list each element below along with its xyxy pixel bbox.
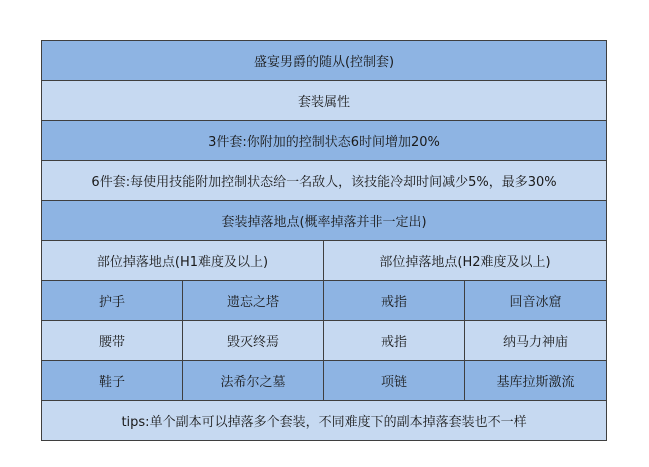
h1-part-cell: 腰带 (42, 321, 183, 361)
tips-note: tips:单个副本可以掉落多个套装，不同难度下的副本掉落套装也不一样 (42, 401, 607, 441)
bonus-3-row (42, 121, 607, 161)
table-row (42, 281, 607, 321)
h1-part-cell: 鞋子 (42, 361, 183, 401)
h2-location-cell: 纳马力神庙 (465, 321, 607, 361)
equipment-set-table (41, 40, 607, 441)
h1-part-cell: 护手 (42, 281, 183, 321)
drops-header-row (42, 201, 607, 241)
set-title: 盛宴男爵的随从(控制套) (42, 41, 607, 81)
h1-location-cell: 遗忘之塔 (183, 281, 324, 321)
bonus-6-row (42, 161, 607, 201)
table-row (42, 361, 607, 401)
table-row (42, 321, 607, 361)
h2-part-cell: 戒指 (324, 281, 465, 321)
h1-location-cell: 法希尔之墓 (183, 361, 324, 401)
tips-row (42, 401, 607, 441)
bonus-6-piece: 6件套:每使用技能附加控制状态给一名敌人，该技能冷却时间减少5%，最多30% (42, 161, 607, 201)
h2-part-cell: 戒指 (324, 321, 465, 361)
drops-header: 套装掉落地点(概率掉落并非一定出) (42, 201, 607, 241)
h2-location-cell: 基库拉斯激流 (465, 361, 607, 401)
attributes-header-row (42, 81, 607, 121)
bonus-3-piece: 3件套:你附加的控制状态6时间增加20% (42, 121, 607, 161)
title-row (42, 41, 607, 81)
h2-location-cell: 回音冰窟 (465, 281, 607, 321)
drop-header-h2: 部位掉落地点(H2难度及以上) (324, 241, 607, 281)
h2-part-cell: 项链 (324, 361, 465, 401)
attributes-header: 套装属性 (42, 81, 607, 121)
drop-header-h1: 部位掉落地点(H1难度及以上) (42, 241, 324, 281)
drop-difficulty-row (42, 241, 607, 281)
h1-location-cell: 毁灭终焉 (183, 321, 324, 361)
